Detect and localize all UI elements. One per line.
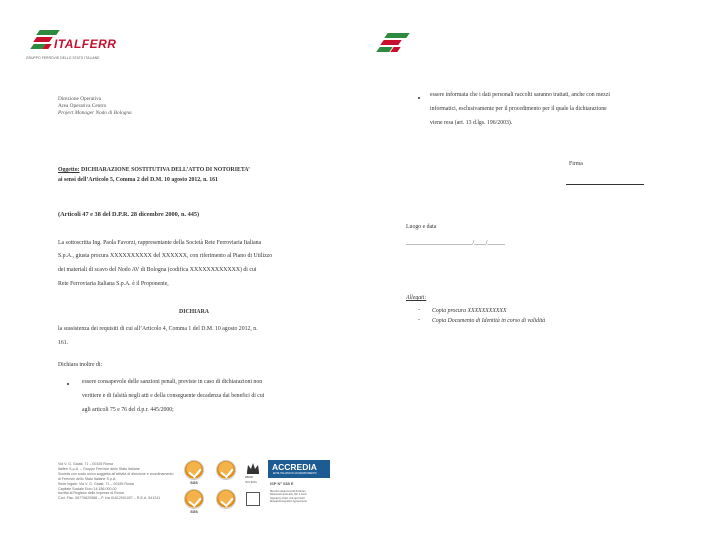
- brand-name: ITALFERR: [54, 37, 117, 51]
- iso-caption: ISO 9001: [245, 480, 257, 484]
- accredia-small-line: Membro degli Accordi di Mutuo: [270, 490, 306, 493]
- sender-line-1: Direzione Operativa: [58, 96, 102, 102]
- accredia-logo: [268, 460, 330, 478]
- signature-line: [566, 184, 644, 185]
- footer-line: Cod. Fisc. 06770620588 – P. Iva 01612901007 – R.E.A. 541241: [58, 496, 161, 501]
- intro-line-4: Rete Ferroviaria Italiana S.p.A. è il Proponente,: [58, 281, 169, 287]
- sgs-badge-3: [216, 460, 236, 486]
- ukas-mark-icon: [246, 492, 260, 506]
- footer-line: Sede legale: Via V. G. Galati, 71 – 00155 Roma: [58, 481, 134, 486]
- articles-reference: (Articoli 47 e 38 del D.P.R. 28 dicembre 2000, n. 445): [58, 211, 200, 218]
- footer-address: [58, 462, 173, 501]
- accredia-name: ACCREDIA: [272, 462, 317, 472]
- footer-line: Iscritta al Registro delle Imprese di Roma: [58, 491, 124, 496]
- document-page-2: [360, 0, 720, 540]
- footer-line: Società con socio unico soggetta all’attività di direzione e coordinamento: [58, 471, 174, 476]
- place-date-label: Luogo e data: [406, 224, 437, 230]
- ukas-crown-icon: [246, 461, 260, 473]
- bullet-line-3: agli articoli 75 e 76 del d.p.r. 445/2000;: [82, 407, 174, 413]
- sgs-badge-1: [184, 460, 204, 486]
- certification-seal-icon: [216, 489, 236, 509]
- sender-line-2: Area Operativa Centro: [58, 103, 107, 109]
- bullet-dot-icon: [67, 383, 69, 385]
- accredia-small-line: Mutual Recognition Agreements: [270, 500, 307, 504]
- bullet-line-2: veritiere e di falsità negli atti e della conseguente decadenza dai benefici di cui: [82, 393, 265, 399]
- subject-label: Oggetto:: [58, 167, 80, 173]
- declaration-line-1: la sussistenza dei requisiti di cui all’Articolo 4, Comma 1 del D.M. 10 agosto 2012, n.: [58, 326, 258, 332]
- attachment-item: Copia Documento di Identità in corso di validità: [432, 318, 546, 324]
- signature-label: Firma: [569, 161, 583, 167]
- badge-label: SGS: [190, 481, 198, 485]
- certification-seal-icon: [184, 460, 204, 480]
- footer-line: Via V. G. Galati, 71 – 00155 Roma: [58, 462, 113, 466]
- intro-line-3: dei materiali di scavo del Nodo AV di Bologna (codifica XXXXXXXXXXXX) di cui: [58, 267, 257, 273]
- subject-heading: DICHIARAZIONE SOSTITUTIVA DELL’ATTO DI NOTORIETA’: [79, 167, 250, 173]
- declares-heading: DICHIARA: [179, 309, 209, 315]
- bullet-dot-icon: [418, 97, 420, 99]
- accredia-small-line: Riconoscimento EA, IAF e ILAC: [270, 493, 307, 497]
- attachment-item: Copia procura XXXXXXXXXXX: [432, 308, 507, 314]
- privacy-line-1: essere informata che i dati personali raccolti saranno trattati, anche con mezzi: [430, 92, 610, 98]
- also-declares: Dichiara inoltre di:: [58, 362, 103, 368]
- sender-line-3: Project Manager Nodo di Bologna: [58, 110, 132, 116]
- certification-seal-icon: [184, 489, 204, 509]
- privacy-line-2: informatici, esclusivamente per il procedimento per il quale la dichiarazione: [430, 106, 607, 112]
- accredia-small-text: [270, 490, 307, 504]
- footer-line: Italferr S.p.A. – Gruppo Ferrovie dello Stato Italiane: [58, 466, 140, 471]
- privacy-line-3: viene resa (art. 13 d.lgs. 196/2003).: [430, 120, 513, 126]
- accredia-small-line: Signatory of EA, IAF and ILAC: [270, 496, 306, 500]
- subject-line-2: ai sensi dell’Articolo 5, Comma 2 del D.M. 10 agosto 2012, n. 161: [58, 177, 218, 183]
- fs-logo-icon: [378, 33, 410, 55]
- place-date-blank: _______________________/____/______: [406, 240, 505, 246]
- intro-line-1: La sottoscritta Ing. Paola Favorzi, rappresentante della Società Rete Ferroviaria Italiana: [58, 240, 262, 246]
- ukas-caption: UKAS: [245, 475, 253, 479]
- accredia-subtitle: ENTE ITALIANO DI ACCREDITAMENTO: [273, 472, 317, 475]
- dash-bullet-icon: -: [418, 317, 420, 323]
- dash-bullet-icon: -: [418, 307, 420, 313]
- attachments-label: Allegati:: [406, 295, 427, 301]
- declaration-line-2: 161.: [58, 340, 69, 346]
- sgs-badge-2: [184, 489, 204, 515]
- brand-subtitle: GRUPPO FERROVIE DELLO STATO ITALIANE: [26, 56, 100, 60]
- certification-seal-icon: [216, 460, 236, 480]
- footer-line: di Ferrovie dello Stato Italiane S.p.A.: [58, 476, 117, 481]
- footer-line: Capitale Sociale Euro 14.186.000,00: [58, 486, 117, 491]
- intro-line-2: S.p.A., giusta procura XXXXXXXXXX del XXXXXX, con riferimento al Piano di Utilizzo: [58, 253, 273, 259]
- sgs-badge-4: [216, 489, 236, 515]
- isp-number: ISP N° 038 E: [270, 481, 294, 486]
- bullet-line-1: essere consapevole delle sanzioni penali, previste in caso di dichiarazioni non: [82, 379, 263, 385]
- badge-label: SGS: [190, 510, 198, 514]
- subject-title: [58, 167, 250, 173]
